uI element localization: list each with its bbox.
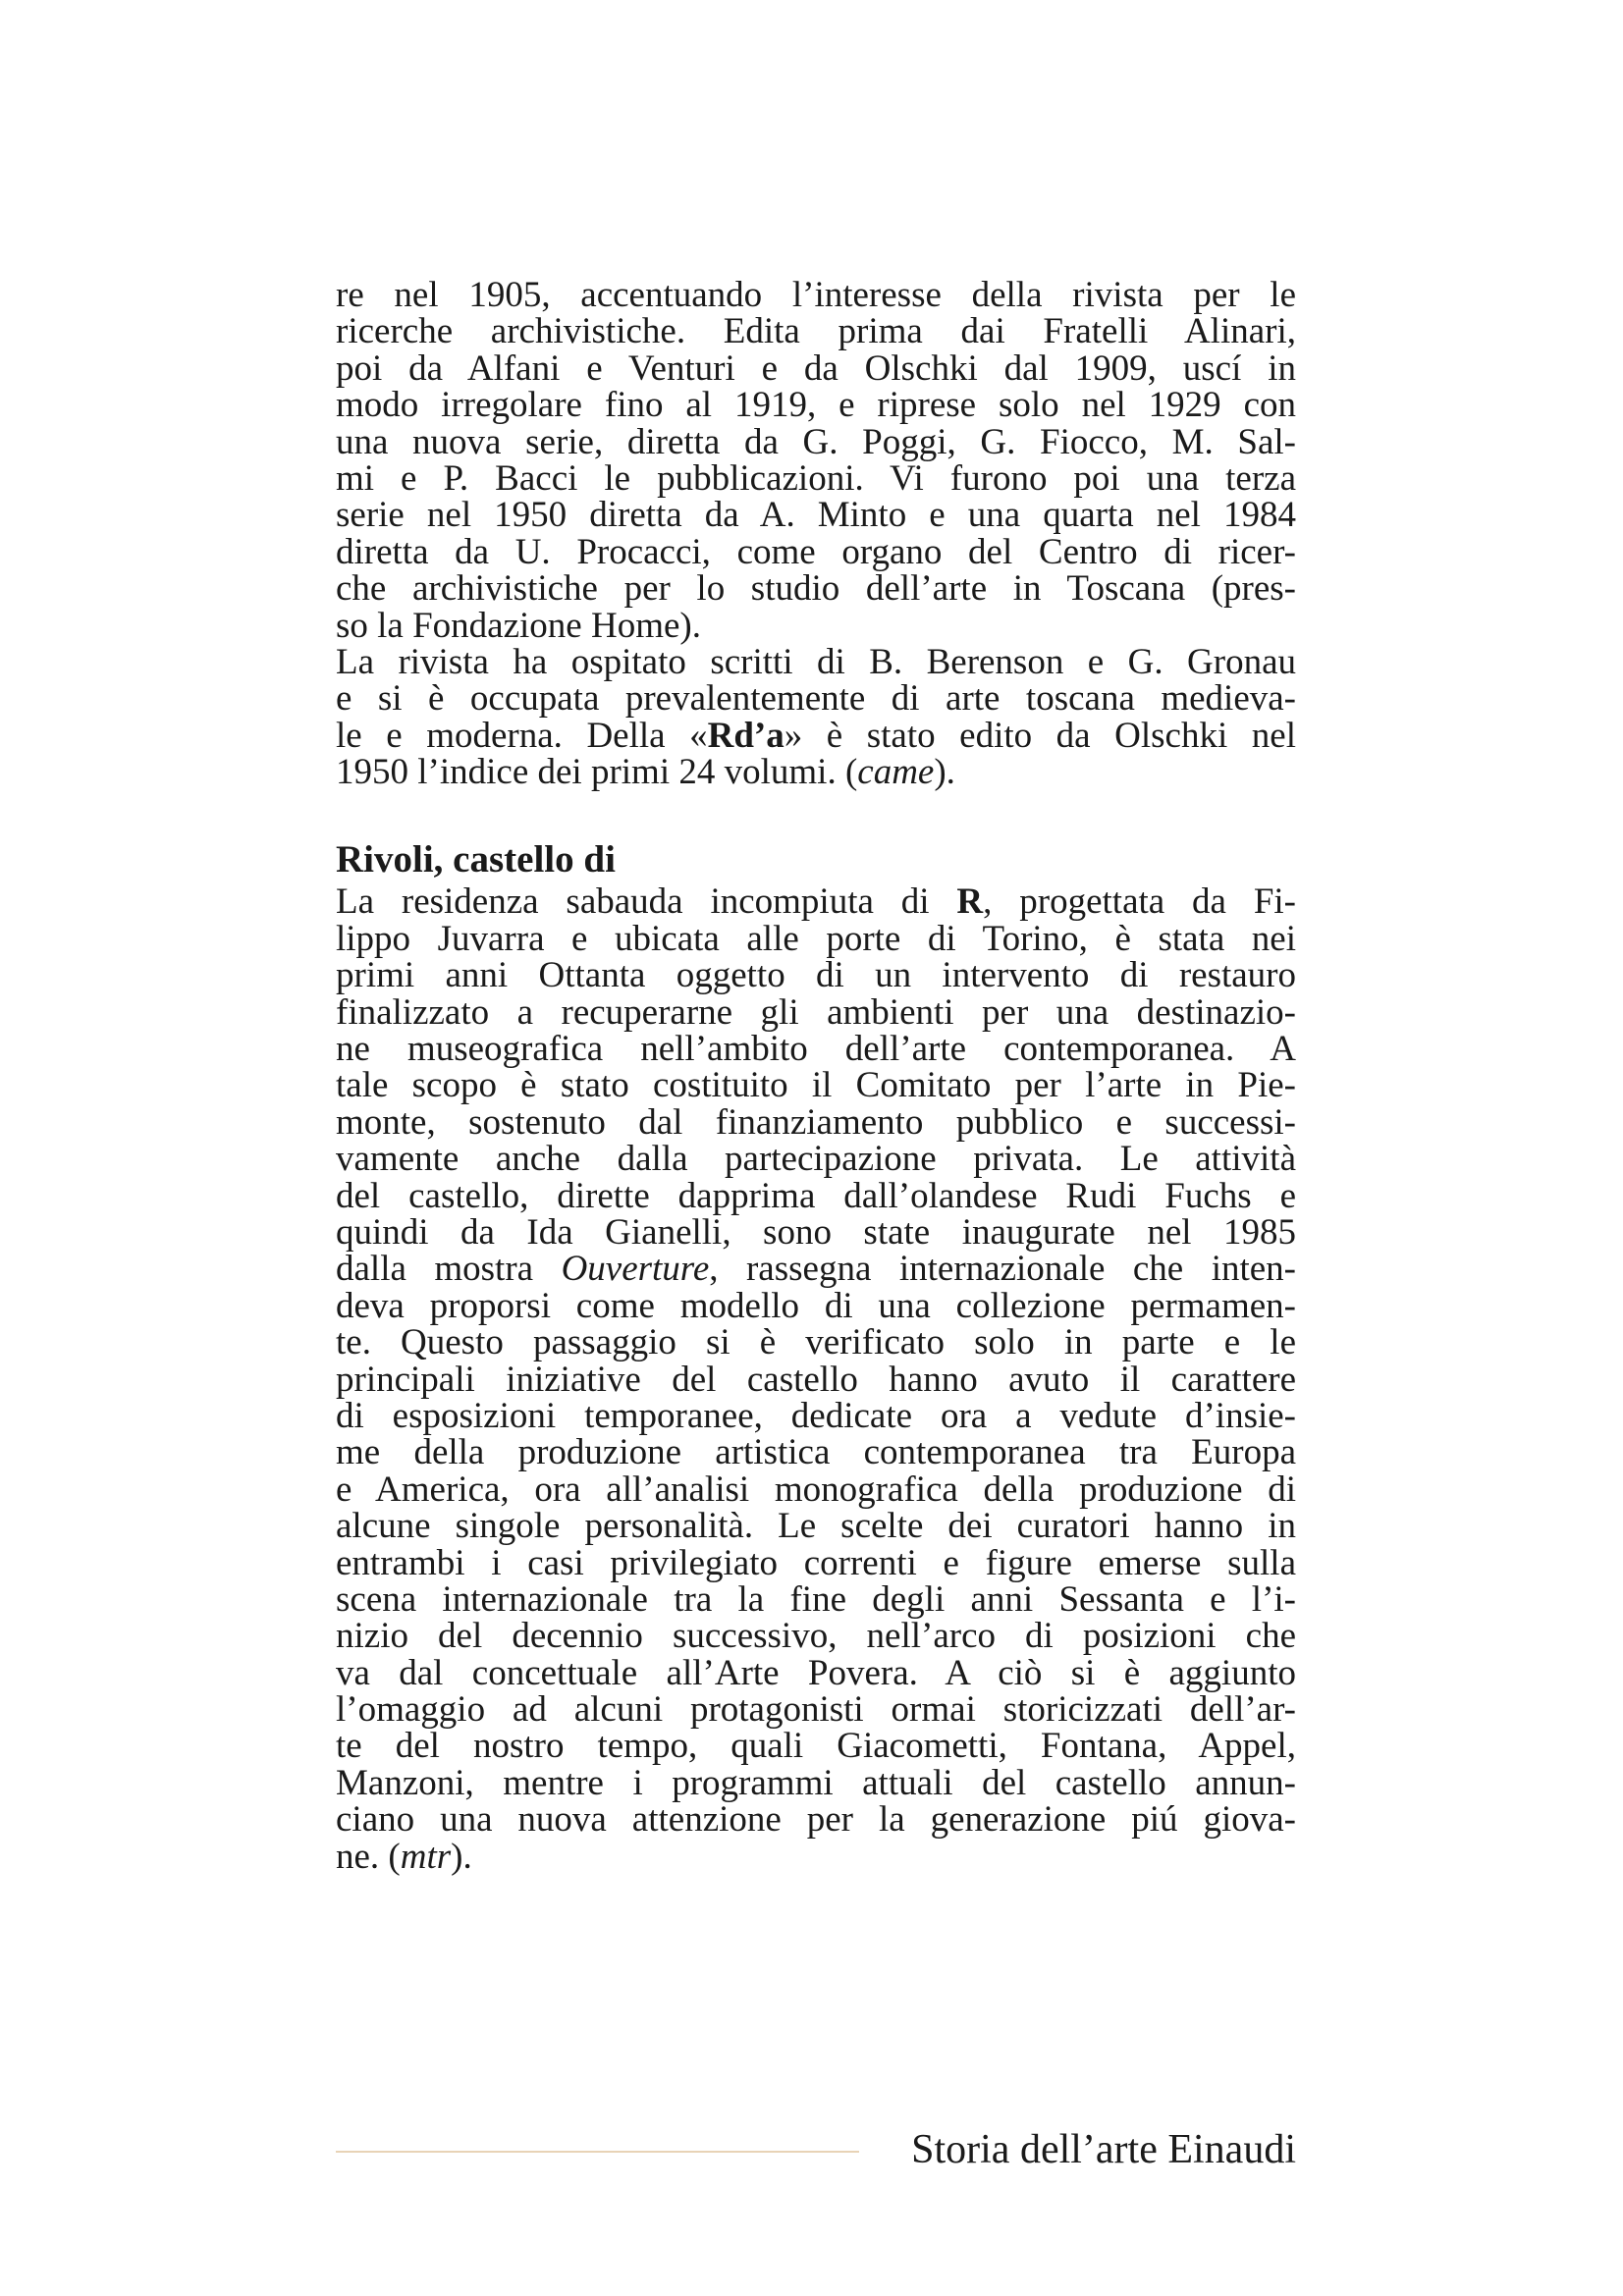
text-line: quindi da Ida Gianelli, sono state inaugurate nel 1985 <box>336 1211 1296 1253</box>
text-line: l’omaggio ad alcuni protagonisti ormai storicizzati dell’ar- <box>336 1689 1296 1731</box>
text-segment: 1950 l’indice dei primi 24 volumi. ( <box>336 752 858 793</box>
page-body <box>336 277 1296 1875</box>
text-line: e si è occupata prevalentemente di arte toscana medieva- <box>336 678 1296 720</box>
text-line: e America, ora all’analisi monografica della produzione di <box>336 1468 1296 1510</box>
text-line: ciano una nuova attenzione per la generazione piú giova- <box>336 1799 1296 1841</box>
text-line: Manzoni, mentre i programmi attuali del castello annun- <box>336 1762 1296 1803</box>
text-segment: ). <box>451 1836 472 1877</box>
text-line: del castello, dirette dapprima dall’olandese Rudi Fuchs e <box>336 1175 1296 1216</box>
text-line: tale scopo è stato costituito il Comitato per l’arte in Pie- <box>336 1065 1296 1106</box>
text-line: mi e P. Bacci le pubblicazioni. Vi furono poi una terza <box>336 457 1296 499</box>
text-line: vamente anche dalla partecipazione privata. Le attività <box>336 1139 1296 1180</box>
text-line: di esposizioni temporanee, dedicate ora a vedute d’insie- <box>336 1395 1296 1436</box>
text-line: ricerche archivistiche. Edita prima dai Fratelli Alinari, <box>336 311 1296 352</box>
text-segment: le e moderna. Della « <box>336 715 708 756</box>
text-line: modo irregolare fino al 1919, e riprese solo nel 1929 con <box>336 385 1296 426</box>
author-initials: mtr <box>400 1836 452 1877</box>
author-initials: came <box>857 752 935 793</box>
text-line <box>336 752 1296 793</box>
text-segment: » è stato edito da Olschki nel <box>784 715 1296 756</box>
text-line: scena internazionale tra la fine degli anni Sessanta e l’i- <box>336 1578 1296 1620</box>
text-line: poi da Alfani e Venturi e da Olschki dal 1909, uscí in <box>336 347 1296 389</box>
text-line: me della produzione artistica contemporanea tra Europa <box>336 1432 1296 1473</box>
text-line: lippo Juvarra e ubicata alle porte di Torino, è stata nei <box>336 918 1296 959</box>
text-line: principali iniziative del castello hanno avuto il carattere <box>336 1359 1296 1400</box>
entry-rivoli-castello-di <box>336 883 1296 1875</box>
text-line: La rivista ha ospitato scritti di B. Berenson e G. Gronau <box>336 641 1296 682</box>
text-line <box>336 881 1297 923</box>
text-line: te del nostro tempo, quali Giacometti, Fontana, Appel, <box>336 1726 1296 1767</box>
entry-abbreviation: R <box>956 881 984 923</box>
text-segment: La residenza sabauda incompiuta di <box>336 881 957 923</box>
text-line: deva proporsi come modello di una collezione permamen- <box>336 1285 1296 1326</box>
footer-rule <box>336 2151 859 2153</box>
text-segment: ne. ( <box>336 1836 401 1877</box>
text-line <box>336 1249 1296 1290</box>
journal-abbreviation: Rd’a <box>707 715 784 756</box>
page-footer <box>336 2122 1296 2177</box>
text-line: finalizzato a recuperarne gli ambienti per una destinazio- <box>336 991 1296 1033</box>
text-segment: , rassegna internazionale che inten- <box>709 1249 1296 1290</box>
text-line: so la Fondazione Home). <box>336 605 701 646</box>
text-segment: , progettata da Fi- <box>983 881 1297 923</box>
text-segment: ). <box>934 752 955 793</box>
entry-rivista-d-arte-continued <box>336 275 1296 793</box>
text-line: primi anni Ottanta oggetto di un intervento di restauro <box>336 955 1296 996</box>
exhibition-title: Ouverture <box>561 1249 710 1290</box>
publication-title: Storia dell’arte Einaudi <box>911 2127 1296 2172</box>
text-line: entrambi i casi privilegiato correnti e figure emerse sulla <box>336 1542 1296 1583</box>
text-line <box>336 1836 1296 1877</box>
text-line: diretta da U. Procacci, come organo del Centro di ricer- <box>336 531 1296 572</box>
text-line: che archivistiche per lo studio dell’arte in Toscana (pres- <box>336 568 1296 610</box>
text-line: una nuova serie, diretta da G. Poggi, G. Fiocco, M. Sal- <box>336 421 1296 462</box>
text-line: nizio del decennio successivo, nell’arco di posizioni che <box>336 1616 1296 1657</box>
text-line: monte, sostenuto dal finanziamento pubblico e successi- <box>336 1101 1296 1143</box>
text-line: re nel 1905, accentuando l’interesse della rivista per le <box>336 275 1296 315</box>
text-segment: dalla mostra <box>336 1249 562 1290</box>
text-line: va dal concettuale all’Arte Povera. A ciò si è aggiunto <box>336 1652 1296 1693</box>
text-line <box>336 715 1296 756</box>
text-line: te. Questo passaggio si è verificato solo in parte e le <box>336 1322 1296 1363</box>
text-line: alcune singole personalità. Le scelte dei curatori hanno in <box>336 1506 1296 1547</box>
entry-heading: Rivoli, castello di <box>336 838 616 881</box>
text-line: ne museografica nell’ambito dell’arte contemporanea. A <box>336 1029 1296 1070</box>
text-line: serie nel 1950 diretta da A. Minto e una quarta nel 1984 <box>336 495 1296 536</box>
